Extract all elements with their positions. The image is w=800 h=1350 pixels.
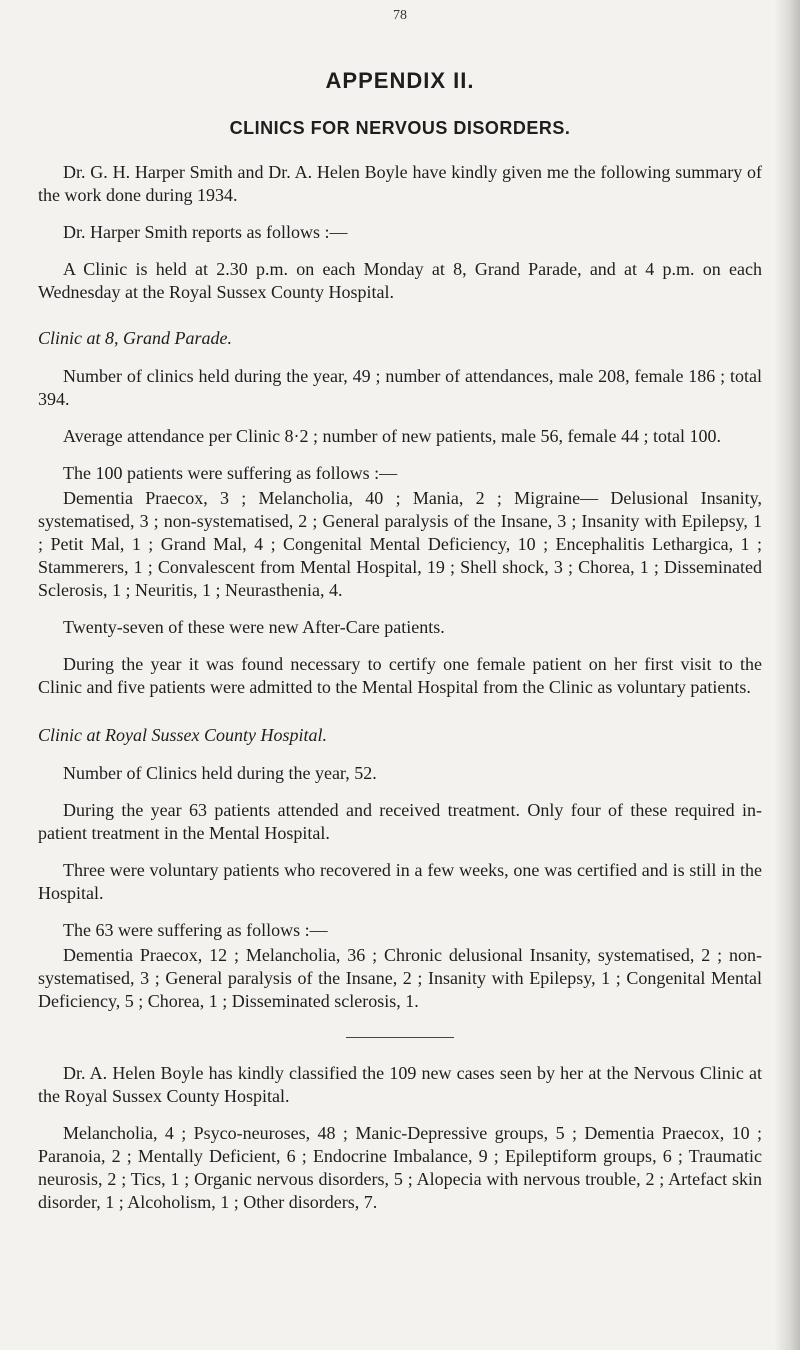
section-title: CLINICS FOR NERVOUS DISORDERS. [229, 118, 571, 138]
boyle-summary: Dr. A. Helen Boyle has kindly classified the 109 new cases seen by her at the Nervous Clinic at the Royal Sussex County Hospital. [38, 1063, 762, 1106]
royal-sussex-attended: During the year 63 patients attended and received treatment. Only four of these required in-patient treatment in the Mental Hospital. [38, 800, 762, 843]
grand-parade-conditions: Dementia Praecox, 3 ; Melancholia, 40 ; Mania, 2 ; Migraine— Delusional Insanity, systematised, 3 ; non-systematised, 2 ; General paralysis of the Insane, 3 ; Insanity with Epilepsy, 1 ; Petit Mal, 1 ; Grand Mal, 4 ; Congenital Mental Deficiency, 10 ; Encephalitis Lethargica, 1 ; Stammerers, 1 ; Convalescent from Mental Hospital, 19 ; Shell shock, 3 ; Chorea, 1 ; Disseminated Sclerosis, 1 ; Neuritis, 1 ; Neurasthenia, 4. [38, 488, 762, 600]
royal-sussex-conditions: Dementia Praecox, 12 ; Melancholia, 36 ; Chronic delusional Insanity, systematised, 2 ; non-systematised, 3 ; General paralysis of the Insane, 2 ; Insanity with Epilepsy, 1 ; Congenital Mental Deficiency, 5 ; Chorea, 1 ; Disseminated sclerosis, 1. [38, 945, 762, 1011]
clinic-schedule-paragraph: A Clinic is held at 2.30 p.m. on each Monday at 8, Grand Parade, and at 4 p.m. on each Wednesday at the Royal Sussex County Hospital. [38, 259, 762, 302]
section-divider [346, 1037, 454, 1038]
harper-reports-paragraph: Dr. Harper Smith reports as follows :— [63, 222, 348, 242]
appendix-title: APPENDIX II. [325, 68, 475, 93]
page-number: 78 [393, 8, 407, 23]
royal-sussex-suffering-intro: The 63 were suffering as follows :— [63, 920, 328, 940]
intro-paragraph: Dr. G. H. Harper Smith and Dr. A. Helen Boyle have kindly given me the following summary of the work done during 1934. [38, 162, 762, 205]
grand-parade-average: Average attendance per Clinic 8·2 ; number of new patients, male 56, female 44 ; total 100. [63, 426, 721, 446]
grand-parade-clinics-held: Number of clinics held during the year, 49 ; number of attendances, male 208, female 186 ; total 394. [38, 366, 762, 409]
grand-parade-heading: Clinic at 8, Grand Parade. [38, 328, 232, 348]
page-edge-shadow [774, 0, 800, 1350]
royal-sussex-heading: Clinic at Royal Sussex County Hospital. [38, 725, 327, 745]
document-page [38, 0, 762, 1214]
royal-sussex-voluntary: Three were voluntary patients who recovered in a few weeks, one was certified and is still in the Hospital. [38, 860, 762, 903]
grand-parade-after-care: Twenty-seven of these were new After-Care patients. [63, 617, 445, 637]
boyle-conditions: Melancholia, 4 ; Psyco-neuroses, 48 ; Manic-Depressive groups, 5 ; Dementia Praecox, 10 ; Paranoia, 2 ; Mentally Deficient, 6 ; Endocrine Imbalance, 9 ; Epileptiform groups, 6 ; Traumatic neurosis, 2 ; Tics, 1 ; Organic nervous disorders, 5 ; Alopecia with nervous trouble, 2 ; Artefact skin disorder, 1 ; Alcoholism, 1 ; Other disorders, 7. [38, 1123, 762, 1212]
grand-parade-certified: During the year it was found necessary to certify one female patient on her first visit to the Clinic and five patients were admitted to the Mental Hospital from the Clinic as voluntary patients. [38, 654, 762, 697]
royal-sussex-clinics-held: Number of Clinics held during the year, 52. [63, 763, 377, 783]
grand-parade-suffering-intro: The 100 patients were suffering as follows :— [63, 463, 398, 483]
